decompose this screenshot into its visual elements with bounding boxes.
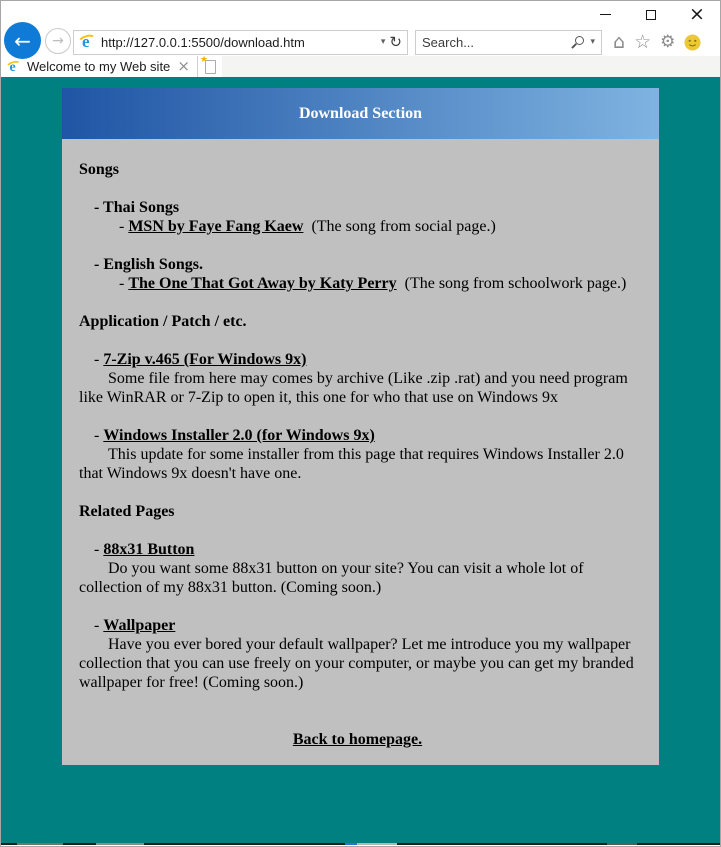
download-link[interactable]: Back to homepage. (292, 731, 423, 748)
page-header (62, 88, 659, 139)
browser-toolbar (613, 30, 701, 53)
navigation-bar (1, 28, 720, 56)
content-paragraph (79, 502, 636, 521)
close-icon: × (689, 3, 705, 25)
taskbar-fragment (17, 843, 63, 845)
taskbar-fragment (345, 843, 357, 845)
text: Some file from here may comes by archive (Like .zip .rat) and you need program like WinRAR or 7-Zip to open it, this one for who that use on Windows 9x (79, 370, 628, 406)
content-paragraph (79, 369, 636, 407)
content-paragraph (79, 540, 636, 559)
search-box[interactable] (415, 30, 602, 55)
content-paragraph (79, 312, 636, 331)
text: - (94, 427, 104, 444)
ie-page-icon: e (79, 34, 97, 50)
content-paragraph (79, 160, 636, 179)
bold-text: - Thai Songs (94, 199, 180, 216)
taskbar-fragment (357, 843, 397, 845)
content-paragraph (79, 255, 636, 274)
content-paragraph (79, 616, 636, 635)
content-paragraph (79, 730, 636, 749)
url-text[interactable]: http://127.0.0.1:5500/download.htm (101, 34, 305, 50)
download-link[interactable]: The One That Got Away by Katy Perry (128, 275, 397, 292)
page-title: Download Section (298, 104, 423, 122)
refresh-icon[interactable]: ↻ (389, 32, 402, 51)
content-paragraph (79, 635, 636, 692)
minimize-button[interactable] (582, 1, 628, 28)
close-button[interactable] (674, 1, 720, 28)
text: - (94, 541, 104, 558)
download-link[interactable]: MSN by Faye Fang Kaew (128, 218, 304, 235)
settings-gear-icon[interactable]: ⚙ (660, 31, 676, 52)
bold-text: - English Songs. (94, 256, 203, 273)
text: - (119, 275, 129, 292)
page-content (62, 139, 659, 765)
text: Do you want some 88x31 button on your site? You can visit a whole lot of collection of my 88x31 button. (Coming soon.) (79, 560, 584, 596)
tab-bar (1, 56, 720, 77)
tab-bar-empty-area (222, 56, 720, 77)
download-link[interactable]: Windows Installer 2.0 (for Windows 9x) (103, 427, 375, 444)
maximize-icon (646, 10, 656, 20)
address-dropdown-caret-icon[interactable]: ▾ (380, 37, 386, 47)
tab-title: Welcome to my Web site (27, 59, 171, 74)
favorites-star-icon[interactable]: ☆ (634, 30, 652, 53)
content-paragraph (79, 445, 636, 483)
title-bar (1, 1, 720, 28)
search-dropdown-caret-icon[interactable]: ▾ (590, 37, 595, 47)
home-icon[interactable]: ⌂ (613, 30, 626, 53)
minimize-icon (600, 14, 611, 15)
text: This update for some installer from this page that requires Windows Installer 2.0 that Windows 9x doesn't have one. (79, 446, 624, 482)
content-paragraph (79, 274, 636, 293)
download-link[interactable]: 88x31 Button (103, 541, 195, 558)
download-page-box (62, 88, 659, 765)
text: - (94, 617, 104, 634)
maximize-button[interactable] (628, 1, 674, 28)
page-viewport (1, 77, 720, 843)
forward-arrow-icon: → (52, 33, 64, 49)
bold-text: Related Pages (79, 503, 175, 520)
text: - (94, 351, 104, 368)
bold-text: Application / Patch / etc. (79, 313, 247, 330)
taskbar-fragment (607, 843, 637, 845)
download-link[interactable]: 7-Zip v.465 (For Windows 9x) (103, 351, 307, 368)
text: Have you ever bored your default wallpaper? Let me introduce you my wallpaper collection that you can use freely on your computer, or maybe you can get my branded wallpaper for free! (Coming soon.) (79, 636, 634, 691)
download-link[interactable]: Wallpaper (103, 617, 176, 634)
bold-text: Songs (79, 161, 120, 178)
content-paragraph (79, 217, 636, 236)
content-paragraph (79, 426, 636, 445)
back-button[interactable] (4, 22, 41, 59)
address-bar[interactable] (73, 30, 408, 55)
tab-welcome[interactable] (1, 56, 198, 77)
text: (The song from schoolwork page.) (396, 275, 627, 292)
content-paragraph (79, 350, 636, 369)
tab-close-icon[interactable]: × (177, 57, 190, 75)
back-arrow-icon: ← (14, 28, 31, 53)
window-controls (582, 1, 720, 28)
feedback-smiley-icon[interactable] (684, 34, 701, 51)
search-input[interactable] (422, 35, 565, 50)
new-tab-star-icon: ★ (200, 55, 209, 65)
taskbar-fragment (96, 843, 144, 845)
text: - (119, 218, 129, 235)
content-paragraph (79, 198, 636, 217)
forward-button[interactable] (45, 28, 71, 54)
search-icon[interactable] (571, 36, 584, 49)
taskbar-edge (1, 843, 720, 845)
content-paragraph (79, 559, 636, 597)
tab-favicon-ie-icon: e (7, 60, 22, 73)
new-tab-button[interactable] (198, 56, 222, 77)
text: (The song from social page.) (303, 218, 496, 235)
